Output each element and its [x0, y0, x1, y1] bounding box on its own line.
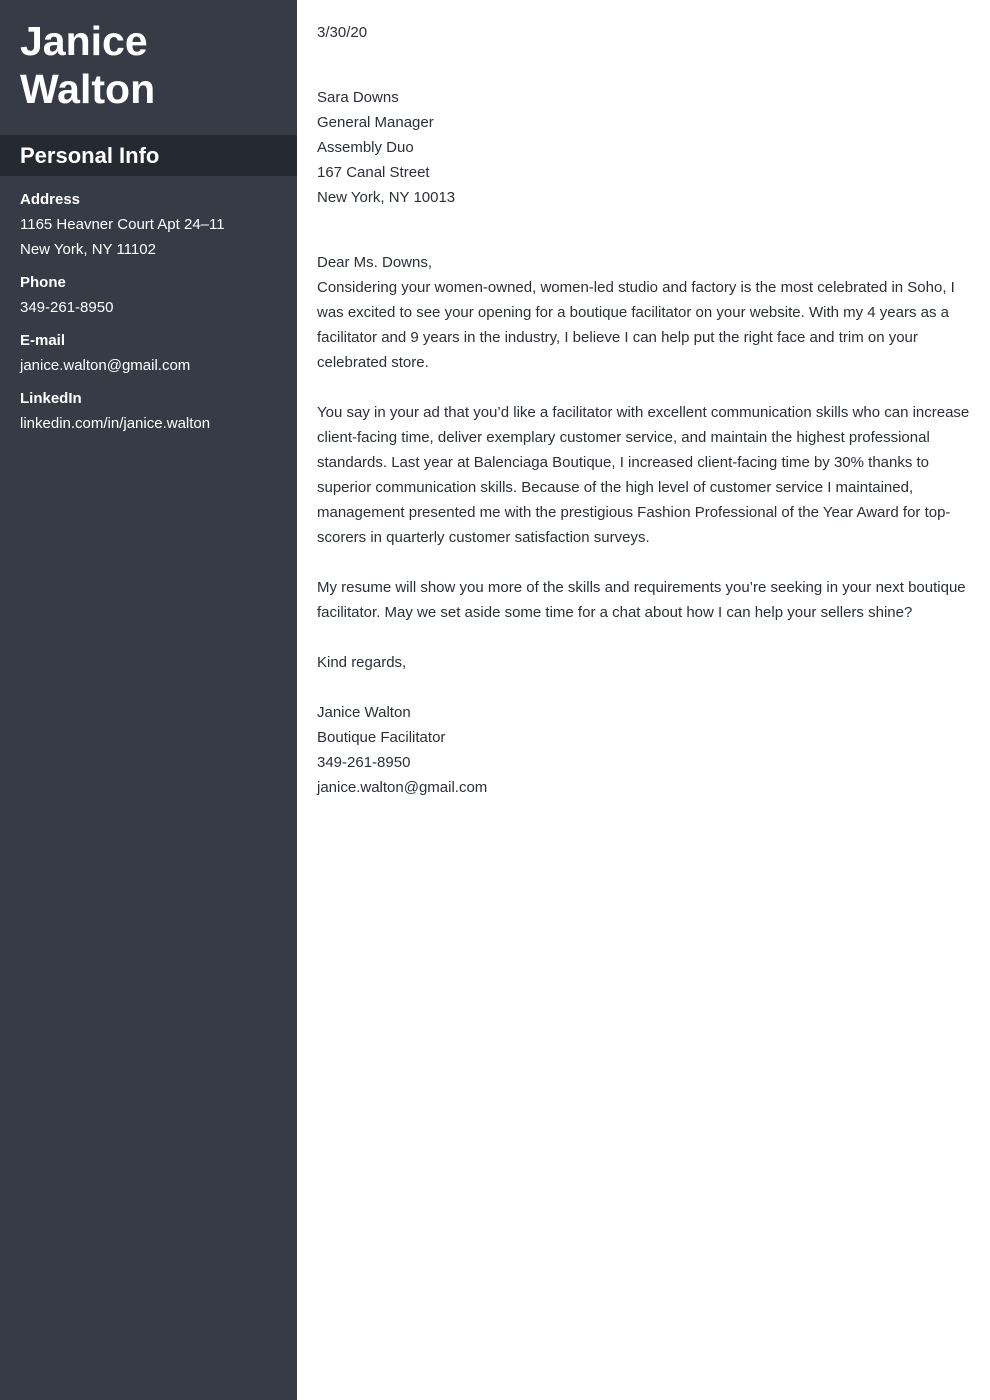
recipient-title: General Manager	[317, 114, 434, 131]
recipient-block	[317, 85, 970, 210]
personal-info-header: Personal Info	[0, 135, 297, 176]
linkedin-label: LinkedIn	[20, 390, 82, 407]
salutation: Dear Ms. Downs,	[317, 254, 433, 271]
recipient-street: 167 Canal Street	[317, 164, 430, 181]
paragraph-1: Considering your women-owned, women-led studio and factory is the most celebrated in Soho, I was excited to see your opening for a boutique facilitator on your website. With my 4 years as a facilitator and 9 years in the industry, I believe I can help put the right face and trim on your celebrated store.	[317, 279, 955, 371]
signature-title: Boutique Facilitator	[317, 729, 446, 746]
applicant-first-name: Janice	[20, 18, 148, 64]
applicant-name	[0, 0, 297, 113]
address-line-2: New York, NY 11102	[20, 241, 156, 258]
recipient-company: Assembly Duo	[317, 139, 414, 156]
personal-info	[0, 176, 297, 436]
signature-phone: 349-261-8950	[317, 754, 411, 771]
email-block	[20, 328, 277, 378]
address-block	[20, 187, 277, 262]
email-label: E-mail	[20, 332, 66, 349]
closing: Kind regards,	[317, 654, 407, 671]
recipient-name: Sara Downs	[317, 89, 399, 106]
address-label: Address	[20, 191, 81, 208]
letter-date: 3/30/20	[317, 24, 368, 41]
signature-name: Janice Walton	[317, 704, 411, 721]
signature-block	[317, 700, 970, 800]
recipient-city: New York, NY 10013	[317, 189, 456, 206]
paragraph-2: You say in your ad that you’d like a facilitator with excellent communication skills who can increase client-facing time, deliver exemplary customer service, and maintain the highest professional standards. Last year at Balenciaga Boutique, I increased client-facing time by 30% thanks to superior communication skills. Because of the high level of customer service I maintained, management presented me with the prestigious Fashion Professional of the Year Award for top-scorers in quarterly customer satisfaction surveys.	[317, 404, 970, 546]
phone-value: 349-261-8950	[20, 299, 114, 316]
address-line-1: 1165 Heavner Court Apt 24–11	[20, 216, 225, 233]
linkedin-block	[20, 386, 277, 436]
applicant-last-name: Walton	[20, 66, 156, 112]
signature-email: janice.walton@gmail.com	[317, 779, 488, 796]
email-value: janice.walton@gmail.com	[20, 357, 191, 374]
sidebar	[0, 0, 297, 1400]
phone-block	[20, 270, 277, 320]
letter-body	[297, 0, 990, 1400]
linkedin-value: linkedin.com/in/janice.walton	[20, 415, 211, 432]
phone-label: Phone	[20, 274, 66, 291]
paragraph-3: My resume will show you more of the skills and requirements you’re seeking in your next boutique facilitator. May we set aside some time for a chat about how I can help your sellers shine?	[317, 579, 966, 621]
